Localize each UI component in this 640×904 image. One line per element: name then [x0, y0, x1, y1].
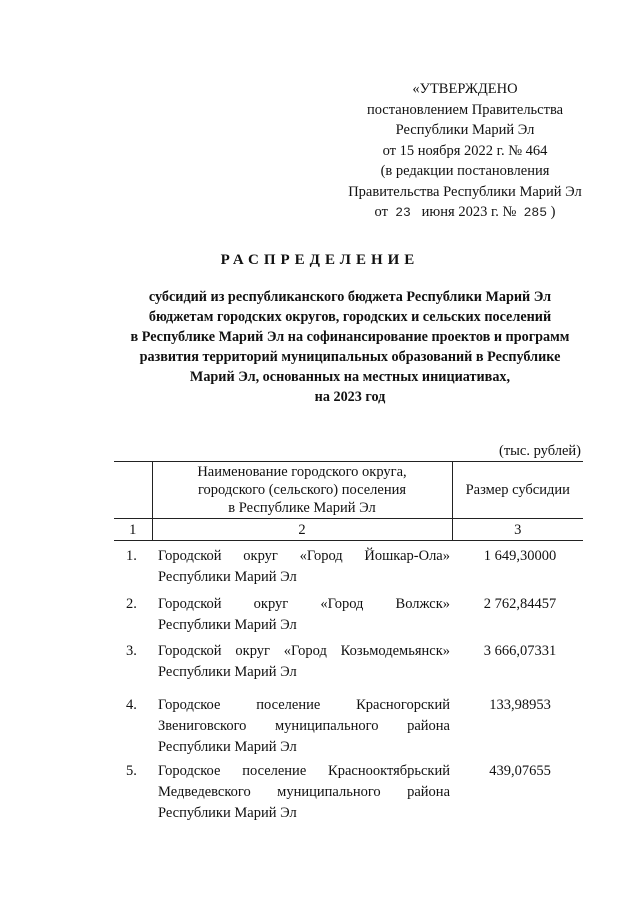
- subtitle-line: развития территорий муниципальных образований в Республике: [139, 349, 561, 365]
- document-title: РАСПРЕДЕЛЕНИЕ: [220, 252, 420, 268]
- header-cell-amount: Размер субсидии: [452, 462, 583, 519]
- approval-line: постановлением Правительства: [366, 101, 564, 118]
- row-name-line: Городской округ «Город Козьмодемьянск»: [158, 643, 450, 659]
- date-suffix: ): [550, 204, 556, 220]
- approval-line: Республики Марий Эл: [395, 122, 535, 138]
- subtitle-line: на 2023 год: [314, 389, 386, 405]
- row-name-line: Республики Марий Эл: [158, 805, 297, 821]
- approval-line: от 15 ноября 2022 г. № 464: [382, 142, 548, 159]
- row-name-line: Республики Марий Эл: [158, 617, 297, 633]
- row-name-line: Городской округ «Город Волжск»: [158, 596, 450, 612]
- date-prefix: от: [374, 204, 388, 220]
- row-name: [158, 761, 450, 824]
- row-number: 4.: [126, 697, 137, 713]
- row-amount: 133,98953: [489, 697, 551, 713]
- header-name-line: в Республике Марий Эл: [228, 500, 376, 516]
- date-day: 23: [395, 205, 411, 220]
- header-name-line: городского (сельского) поселения: [197, 482, 407, 498]
- subtitle-line: субсидий из республиканского бюджета Республики Марий Эл: [148, 289, 552, 305]
- approval-line: «УТВЕРЖДЕНО: [412, 81, 518, 97]
- row-name-line: Медведевского муниципального района: [158, 784, 450, 800]
- row-name-line: Республики Марий Эл: [158, 739, 297, 755]
- row-name-line: Городское поселение Краснооктябрьский: [158, 763, 450, 779]
- row-amount: 439,07655: [489, 763, 551, 779]
- subtitle-line: Марий Эл, основанных на местных инициативах,: [189, 369, 511, 385]
- approval-date-line: [330, 202, 600, 224]
- row-number: 3.: [126, 643, 137, 659]
- row-name: [158, 594, 450, 636]
- header-name-line: Наименование городского округа,: [197, 464, 407, 480]
- subtitle-line: в Республике Марий Эл на софинансирование проектов и программ: [130, 329, 570, 345]
- row-amount: 3 666,07331: [483, 643, 557, 659]
- row-name: [158, 641, 450, 683]
- header-cell-number: [114, 462, 152, 519]
- column-number-2: 2: [152, 519, 452, 541]
- subtitle-line: бюджетам городских округов, городских и сельских поселений: [148, 309, 552, 325]
- header-cell-name: [152, 462, 452, 519]
- units-label: (тыс. рублей): [499, 443, 581, 459]
- row-name-line: Городское поселение Красногорский: [158, 697, 450, 713]
- row-name-line: Республики Марий Эл: [158, 664, 297, 680]
- row-amount: 1 649,30000: [483, 548, 557, 564]
- table-header: [114, 461, 583, 541]
- date-month-year: июня 2023 г. №: [421, 204, 517, 220]
- row-name-line: Республики Марий Эл: [158, 569, 297, 585]
- approval-stamp: [330, 79, 600, 224]
- column-number-3: 3: [452, 519, 583, 541]
- row-number: 2.: [126, 596, 137, 612]
- row-name-line: Звениговского муниципального района: [158, 718, 450, 734]
- row-amount: 2 762,84457: [483, 596, 557, 612]
- date-number: 285: [523, 205, 547, 220]
- column-number-1: 1: [114, 519, 152, 541]
- row-number: 1.: [126, 548, 137, 564]
- row-name-line: Городской округ «Город Йошкар-Ола»: [158, 548, 450, 564]
- approval-line: (в редакции постановления: [380, 163, 550, 179]
- row-name: [158, 695, 450, 758]
- approval-line: Правительства Республики Марий Эл: [348, 183, 582, 200]
- document-subtitle: [100, 287, 600, 407]
- row-name: [158, 546, 450, 588]
- row-number: 5.: [126, 763, 137, 779]
